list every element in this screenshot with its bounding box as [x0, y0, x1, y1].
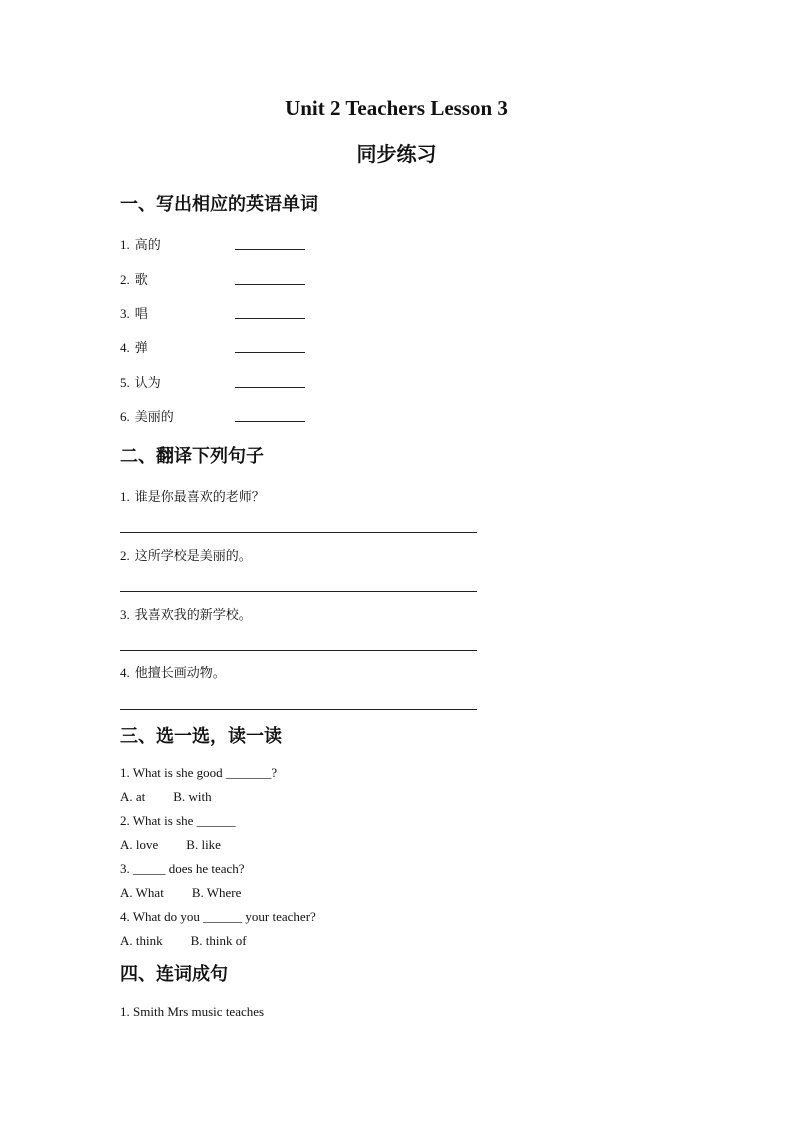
vocab-item-1 [120, 234, 161, 253]
option-a[interactable]: A. What [120, 885, 164, 900]
item-number: 2. [120, 272, 130, 287]
word-order-item-1: 1. Smith Mrs music teaches [120, 1004, 265, 1019]
item-text: 认为 [134, 376, 161, 391]
option-b[interactable]: B. Where [191, 885, 242, 900]
section-4-heading: 四、连词成句 [120, 964, 228, 985]
vocab-item-5 [120, 372, 161, 391]
page-title: Unit 2 Teachers Lesson 3 [285, 96, 508, 120]
section-3-heading: 三、选一选，读一读 [120, 726, 282, 747]
item-number: 1. [120, 237, 130, 252]
item-number: 5. [120, 375, 130, 390]
answer-line-1[interactable] [120, 532, 477, 533]
answer-line-3[interactable] [120, 650, 477, 651]
item-number: 3. [120, 607, 130, 622]
answer-line-2[interactable] [120, 591, 477, 592]
mc-question-1: 1. What is she good _______? [120, 765, 278, 780]
translate-item-1 [120, 486, 265, 505]
option-b[interactable]: B. with [173, 789, 212, 804]
item-text: 歌 [134, 273, 148, 288]
item-text: 美丽的 [134, 410, 174, 425]
answer-line-4[interactable] [120, 709, 477, 710]
mc-question-3: 3. _____ does he teach? [120, 861, 245, 876]
item-number: 3. [120, 306, 130, 321]
item-number: 1. [120, 489, 130, 504]
answer-blank-6[interactable] [235, 421, 305, 422]
section-1-heading: 一、写出相应的英语单词 [120, 194, 318, 215]
page-subtitle: 同步练习 [356, 142, 437, 166]
answer-blank-3[interactable] [235, 318, 305, 319]
translate-item-2 [120, 545, 252, 564]
option-b[interactable]: B. like [186, 837, 221, 852]
answer-blank-2[interactable] [235, 284, 305, 285]
option-a[interactable]: A. think [120, 933, 163, 948]
option-a[interactable]: A. at [120, 789, 146, 804]
translate-item-3 [120, 604, 252, 623]
mc-question-4: 4. What do you ______ your teacher? [120, 909, 316, 924]
item-number: 4. [120, 665, 130, 680]
vocab-item-6 [120, 406, 174, 425]
item-text: 这所学校是美丽的。 [134, 549, 252, 564]
item-text: 唱 [134, 307, 148, 322]
answer-blank-5[interactable] [235, 387, 305, 388]
option-a[interactable]: A. love [120, 837, 159, 852]
mc-options-2 [120, 837, 221, 853]
vocab-item-3 [120, 303, 148, 322]
translate-item-4 [120, 662, 226, 681]
item-text: 谁是你最喜欢的老师？ [134, 490, 265, 505]
mc-options-4 [120, 933, 247, 949]
option-b[interactable]: B. think of [190, 933, 247, 948]
section-2-heading: 二、翻译下列句子 [120, 446, 264, 467]
mc-question-2: 2. What is she ______ [120, 813, 236, 828]
mc-options-1 [120, 789, 212, 805]
item-number: 2. [120, 548, 130, 563]
item-text: 弹 [134, 341, 148, 356]
answer-blank-1[interactable] [235, 249, 305, 250]
answer-blank-4[interactable] [235, 352, 305, 353]
item-text: 他擅长画动物。 [134, 666, 226, 681]
vocab-item-4 [120, 337, 148, 356]
item-number: 4. [120, 340, 130, 355]
mc-options-3 [120, 885, 241, 901]
item-text: 我喜欢我的新学校。 [134, 608, 252, 623]
vocab-item-2 [120, 269, 148, 288]
item-number: 6. [120, 409, 130, 424]
item-text: 高的 [134, 238, 161, 253]
